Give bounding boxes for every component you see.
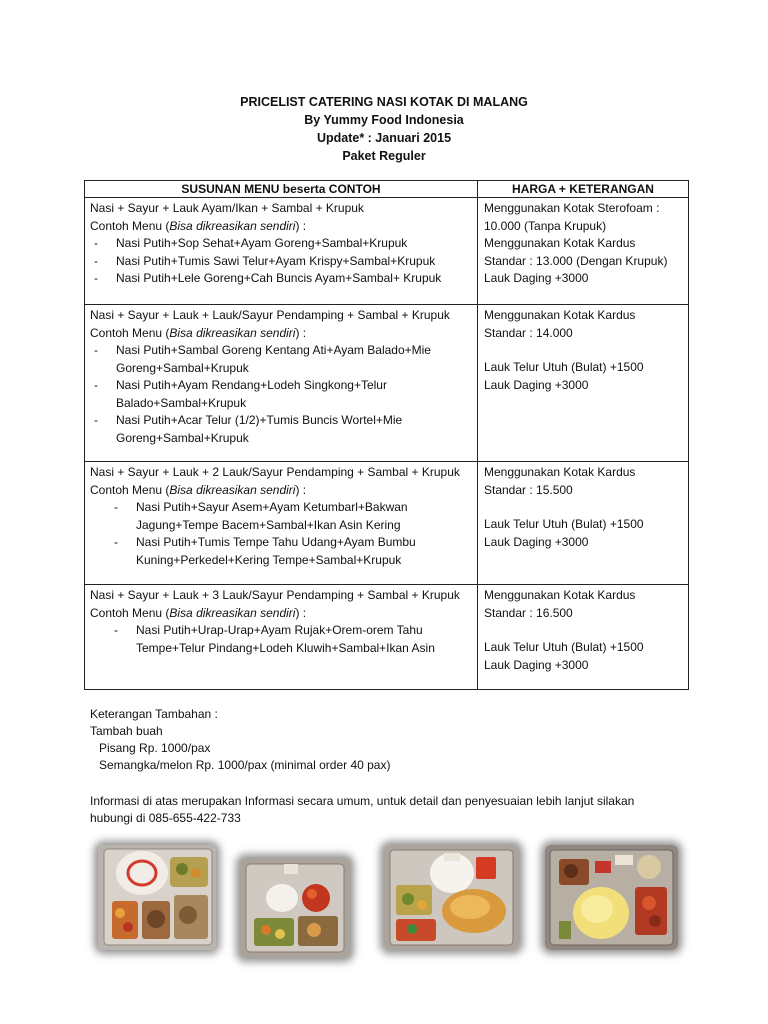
food-photo-3 — [384, 845, 519, 950]
price-cell — [478, 305, 689, 462]
menu-cell — [85, 305, 478, 462]
notes-subheading: Tambah buah — [90, 724, 163, 738]
price-cell — [478, 198, 689, 305]
example-list — [90, 235, 473, 288]
price-cell — [478, 462, 689, 585]
list-item: - Nasi Putih+Sayur Asem+Ayam Ketumbarl+Bakwan Jagung+Tempe Bacem+Sambal+Ikan Asin Kering — [90, 499, 473, 534]
example-list — [90, 342, 473, 447]
example-list — [90, 622, 473, 657]
table-row — [85, 462, 689, 585]
price-table — [84, 180, 689, 690]
list-item: - Nasi Putih+Tumis Sawi Telur+Ayam Krispy+Sambal+Krupuk — [90, 253, 473, 271]
list-item: - Nasi Putih+Urap-Urap+Ayam Rujak+Orem-orem Tahu Tempe+Telur Pindang+Lodeh Kluwih+Sambal+Ikan Asin — [90, 622, 473, 657]
table-row — [85, 585, 689, 690]
spacer — [484, 499, 684, 516]
price-line: Standar : 13.000 (Dengan Krupuk) — [484, 253, 668, 268]
price-line: Lauk Daging +3000 — [484, 534, 589, 549]
price-line: Standar : 16.500 — [484, 605, 573, 620]
price-line: Menggunakan Kotak Sterofoam : — [484, 201, 660, 215]
price-line: Lauk Telur Utuh (Bulat) +1500 — [484, 640, 644, 654]
list-item: - Nasi Putih+Sambal Goreng Kentang Ati+Ayam Balado+Mie Goreng+Sambal+Krupuk — [90, 342, 473, 377]
contoh-label: Contoh Menu (Bisa dikreasikan sendiri) : — [90, 482, 307, 497]
spacer — [484, 622, 684, 639]
price-line: Lauk Telur Utuh (Bulat) +1500 — [484, 517, 644, 531]
info-line-1: Informasi di atas merupakan Informasi secara umum, untuk detail dan penyesuaian lebih lanjut silakan — [90, 794, 635, 808]
price-line: Standar : 15.500 — [484, 482, 573, 497]
price-line: Lauk Daging +3000 — [484, 271, 589, 285]
list-item: - Nasi Putih+Tumis Tempe Tahu Udang+Ayam Bumbu Kuning+Perkedel+Kering Tempe+Sambal+Krupuk — [90, 534, 473, 569]
price-line: Menggunakan Kotak Kardus — [484, 465, 636, 479]
price-cell — [478, 585, 689, 690]
price-line: Lauk Daging +3000 — [484, 657, 589, 672]
notes-item-pisang: Pisang Rp. 1000/pax — [99, 741, 211, 755]
doc-title: PRICELIST CATERING NASI KOTAK DI MALANG — [240, 95, 528, 109]
food-box-image — [545, 845, 678, 950]
menu-composition: Nasi + Sayur + Lauk + Lauk/Sayur Pendamping + Sambal + Krupuk — [90, 308, 450, 322]
info-line-contact: hubungi di 085-655-422-733 — [90, 811, 241, 825]
price-line: 10.000 (Tanpa Krupuk) — [484, 218, 607, 233]
list-item: - Nasi Putih+Lele Goreng+Cah Buncis Ayam+Sambal+ Krupuk — [90, 270, 473, 288]
food-box-image — [98, 845, 216, 950]
price-line: Menggunakan Kotak Kardus — [484, 588, 636, 602]
col-header-price: HARGA + KETERANGAN — [478, 181, 689, 198]
contoh-label: Contoh Menu (Bisa dikreasikan sendiri) : — [90, 605, 307, 620]
menu-cell — [85, 462, 478, 585]
food-photo-1 — [98, 845, 216, 950]
notes-heading: Keterangan Tambahan : — [90, 707, 218, 721]
list-item: - Nasi Putih+Acar Telur (1/2)+Tumis Buncis Wortel+Mie Goreng+Sambal+Krupuk — [90, 412, 473, 447]
menu-composition: Nasi + Sayur + Lauk Ayam/Ikan + Sambal + Krupuk — [90, 201, 364, 215]
notes-item-semangka: Semangka/melon Rp. 1000/pax (minimal order 40 pax) — [99, 758, 391, 772]
food-box-image — [384, 845, 519, 950]
contoh-label: Contoh Menu (Bisa dikreasikan sendiri) : — [90, 218, 307, 233]
doc-package-name: Paket Reguler — [342, 149, 426, 163]
example-list — [90, 499, 473, 569]
price-line: Standar : 14.000 — [484, 325, 573, 340]
table-header-row — [85, 181, 689, 198]
doc-update-date: Update* : Januari 2015 — [316, 131, 452, 145]
spacer — [484, 342, 684, 359]
price-line: Menggunakan Kotak Kardus — [484, 236, 636, 250]
table-row — [85, 198, 689, 305]
food-box-image — [240, 858, 350, 958]
list-item: - Nasi Putih+Ayam Rendang+Lodeh Singkong+Telur Balado+Sambal+Krupuk — [90, 377, 473, 412]
price-line: Menggunakan Kotak Kardus — [484, 308, 636, 322]
contoh-label: Contoh Menu (Bisa dikreasikan sendiri) : — [90, 325, 307, 340]
food-photo-4 — [545, 845, 678, 950]
list-item: - Nasi Putih+Sop Sehat+Ayam Goreng+Sambal+Krupuk — [90, 235, 473, 253]
doc-subtitle-brand: By Yummy Food Indonesia — [304, 113, 464, 127]
food-photo-2 — [240, 858, 350, 958]
menu-cell — [85, 198, 478, 305]
menu-composition: Nasi + Sayur + Lauk + 3 Lauk/Sayur Pendamping + Sambal + Krupuk — [90, 588, 460, 602]
menu-composition: Nasi + Sayur + Lauk + 2 Lauk/Sayur Pendamping + Sambal + Krupuk — [90, 465, 460, 479]
price-line: Lauk Telur Utuh (Bulat) +1500 — [484, 360, 644, 374]
price-line: Lauk Daging +3000 — [484, 377, 589, 392]
table-row — [85, 305, 689, 462]
menu-cell — [85, 585, 478, 690]
col-header-menu: SUSUNAN MENU beserta CONTOH — [85, 181, 478, 198]
